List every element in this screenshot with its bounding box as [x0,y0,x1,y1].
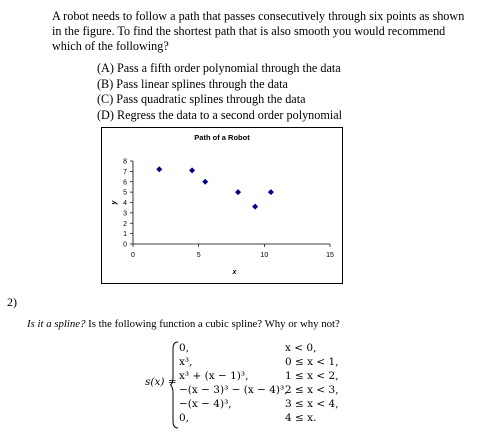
case-condition: 0 ≤ x < 1, [285,356,339,368]
case-expression: 0, [179,342,190,354]
y-tick-label: 1 [123,231,127,239]
case-expression: x³, [179,356,193,368]
data-point [235,189,241,195]
x-tick-label: 15 [326,252,334,259]
data-points [156,166,274,209]
question-2-text: Is the following function a cubic spline? Why or why not? [85,318,340,330]
y-tick-label: 8 [123,158,127,166]
y-tick-label: 4 [123,200,127,207]
option-d: (D) Regress the data to a second order polynomial [97,107,343,122]
case-expression: −(x − 3)³ − (x − 4)³, [179,384,288,396]
question-2-number: 2) [7,295,17,309]
chart-svg [102,128,342,283]
case-condition: 2 ≤ x < 3, [285,384,339,396]
y-tick-label: 7 [123,168,127,176]
x-tick-label: 0 [131,252,135,259]
y-tick-label: 0 [123,241,127,249]
data-point [156,166,162,172]
x-tick-label: 10 [260,252,269,259]
option-a: (A) Pass a fifth order polynomial through the data [97,61,341,75]
y-tick-label: 5 [123,189,127,197]
answer-options [97,61,342,123]
chart-title: Path of a Robot [194,133,250,142]
case-expression: 0, [179,412,190,424]
question-2-emphasis: Is it a spline? [27,318,86,330]
y-tick-label: 3 [123,210,127,218]
data-point [268,189,274,195]
y-tick-label: 6 [123,179,127,187]
question-2-prompt [27,318,340,330]
function-lhs: s(x) = [145,376,177,388]
x-tick-label: 5 [196,252,201,259]
data-point [202,179,208,185]
case-condition: 4 ≤ x. [285,412,317,424]
case-expression: −(x − 4)³, [179,398,232,410]
plot-area [133,161,330,244]
case-condition: 1 ≤ x < 2, [285,370,339,382]
option-b: (B) Pass linear splines through the data [97,76,288,91]
case-condition: x < 0, [285,342,317,354]
x-axis-label: x [232,269,237,276]
option-c: (C) Pass quadratic splines through the data [97,92,306,106]
robot-path-chart [101,127,343,284]
y-axis-label: y [111,200,118,205]
case-condition: 3 ≤ x < 4, [285,398,339,410]
y-tick-label: 2 [123,220,127,228]
question-1-prompt: A robot needs to follow a path that passes consecutively through six points as shown in the figure. To find the shortest path that is also smooth you would recommend which of the following? [52,9,465,53]
axes [123,159,334,260]
data-point [189,167,195,173]
data-point [252,204,258,210]
case-expression: x³ + (x − 1)³, [179,370,249,382]
